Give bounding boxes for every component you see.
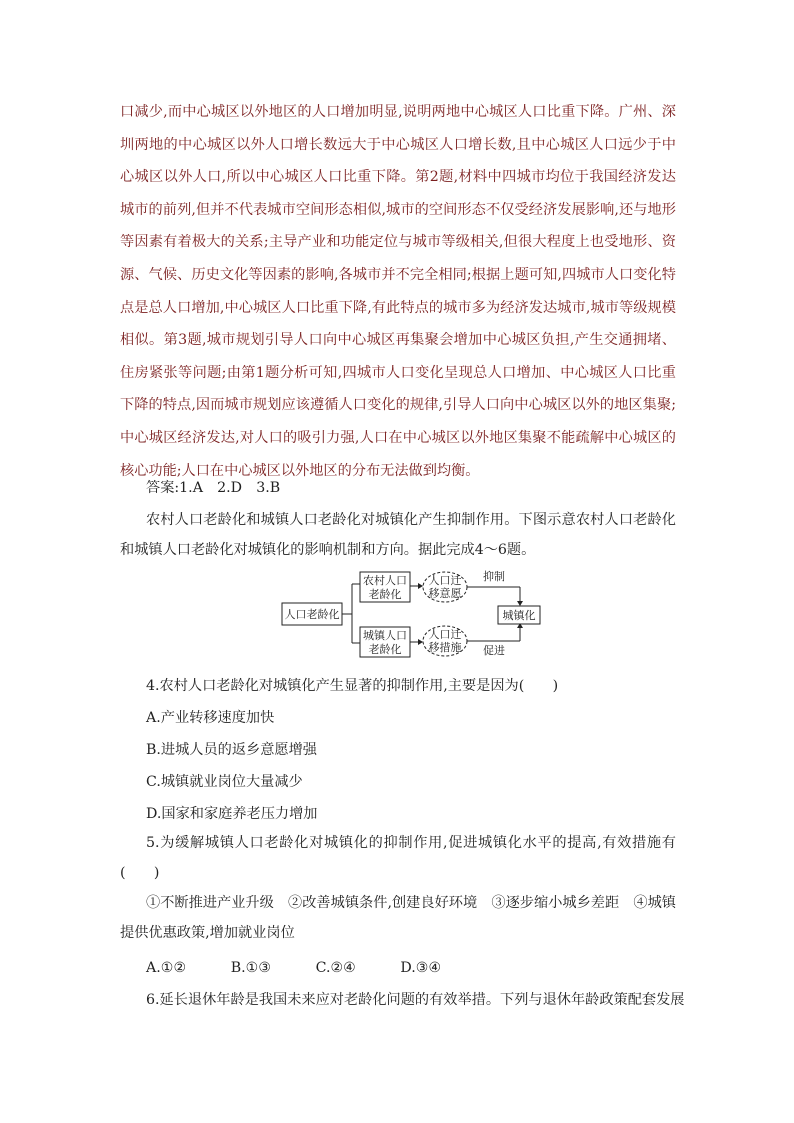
rural-label-1: 农村人口	[363, 574, 407, 587]
question-5-stem: 5.为缓解城镇人口老龄化对城镇化的抑制作用,促进城镇化水平的提高,有效措施有( )	[120, 835, 676, 881]
q4-option-a: A.产业转移速度加快	[146, 710, 275, 726]
promote-label: 促进	[483, 644, 505, 657]
target-label: 城镇化	[502, 609, 536, 622]
q4-option-b: B.进城人员的返乡意愿增强	[146, 742, 317, 758]
circle-bot-2: 移措施	[428, 641, 462, 654]
circle-top-1: 人口迁	[428, 574, 462, 587]
intro-paragraph: 农村人口老龄化和城镇人口老龄化对城镇化产生抑制作用。下图示意农村人口老龄化和城镇人口老龄化对城镇化的影响机制和方向。据此完成4～6题。	[120, 512, 676, 558]
q4-option-c: C.城镇就业岗位大量减少	[146, 774, 303, 790]
question-4-stem: 4.农村人口老龄化对城镇化产生显著的抑制作用,主要是因为( )	[146, 678, 559, 694]
q5-options	[146, 958, 481, 978]
q5-option-b: B.①③	[230, 960, 272, 976]
question-6-stem: 6.延长退休年龄是我国未来应对老龄化问题的有效举措。下列与退休年龄政策配套发展	[146, 992, 685, 1008]
urban-label-2: 老龄化	[368, 643, 402, 656]
question-5-items: ①不断推进产业升级 ②改善城镇条件,创建良好环境 ③逐步缩小城乡差距 ④城镇提供优惠政策,增加就业岗位	[120, 895, 676, 941]
q4-option-d: D.国家和家庭养老压力增加	[146, 806, 318, 822]
rural-label-2: 老龄化	[368, 588, 402, 601]
aging-mechanism-diagram	[280, 570, 550, 660]
inhibit-label: 抑制	[483, 570, 505, 583]
circle-bot-1: 人口迁	[428, 628, 462, 641]
q5-option-c: C.②④	[315, 960, 356, 976]
answer-line: 答案:1.A 2.D 3.B	[146, 480, 281, 496]
explanation-paragraph: 口减少,而中心城区以外地区的人口增加明显,说明两地中心城区人口比重下降。广州、深圳两地的中心城区以外人口增长数远大于中心城区人口增长数,且中心城区人口远少于中心城区以外人口,所以中心城区人口比重下降。第2题,材料中四城市均位于我国经济发达城市的前列,但并不代表城市空间形态相似,城市的空间形态不仅受经济发展影响,还与地形等因素有着极大的关系;主导产业和功能定位与城市等级相关,但很大程度上也受地形、资源、气候、历史文化等因素的影响,各城市并不完全相同;根据上题可知,四城市人口变化特点是总人口增加,中心城区人口比重下降,有此特点的城市多为经济发达城市,城市等级规模相似。第3题,城市规划引导人口向中心城区再集聚会增加中心城区负担,产生交通拥堵、住房紧张等问题;由第1题分析可知,四城市人口变化呈现总人口增加、中心城区人口比重下降的特点,因而城市规划应该遵循人口变化的规律,引导人口向中心城区以外的地区集聚;中心城区经济发达,对人口的吸引力强,人口在中心城区以外地区集聚不能疏解中心城区的核心功能;人口在中心城区以外地区的分布无法做到均衡。	[120, 104, 676, 479]
urban-label-1: 城镇人口	[363, 629, 407, 642]
root-label: 人口老龄化	[284, 608, 340, 621]
circle-top-2: 移意愿	[428, 587, 462, 600]
q5-option-d: D.③④	[400, 960, 442, 976]
q5-option-a: A.①②	[146, 960, 187, 976]
